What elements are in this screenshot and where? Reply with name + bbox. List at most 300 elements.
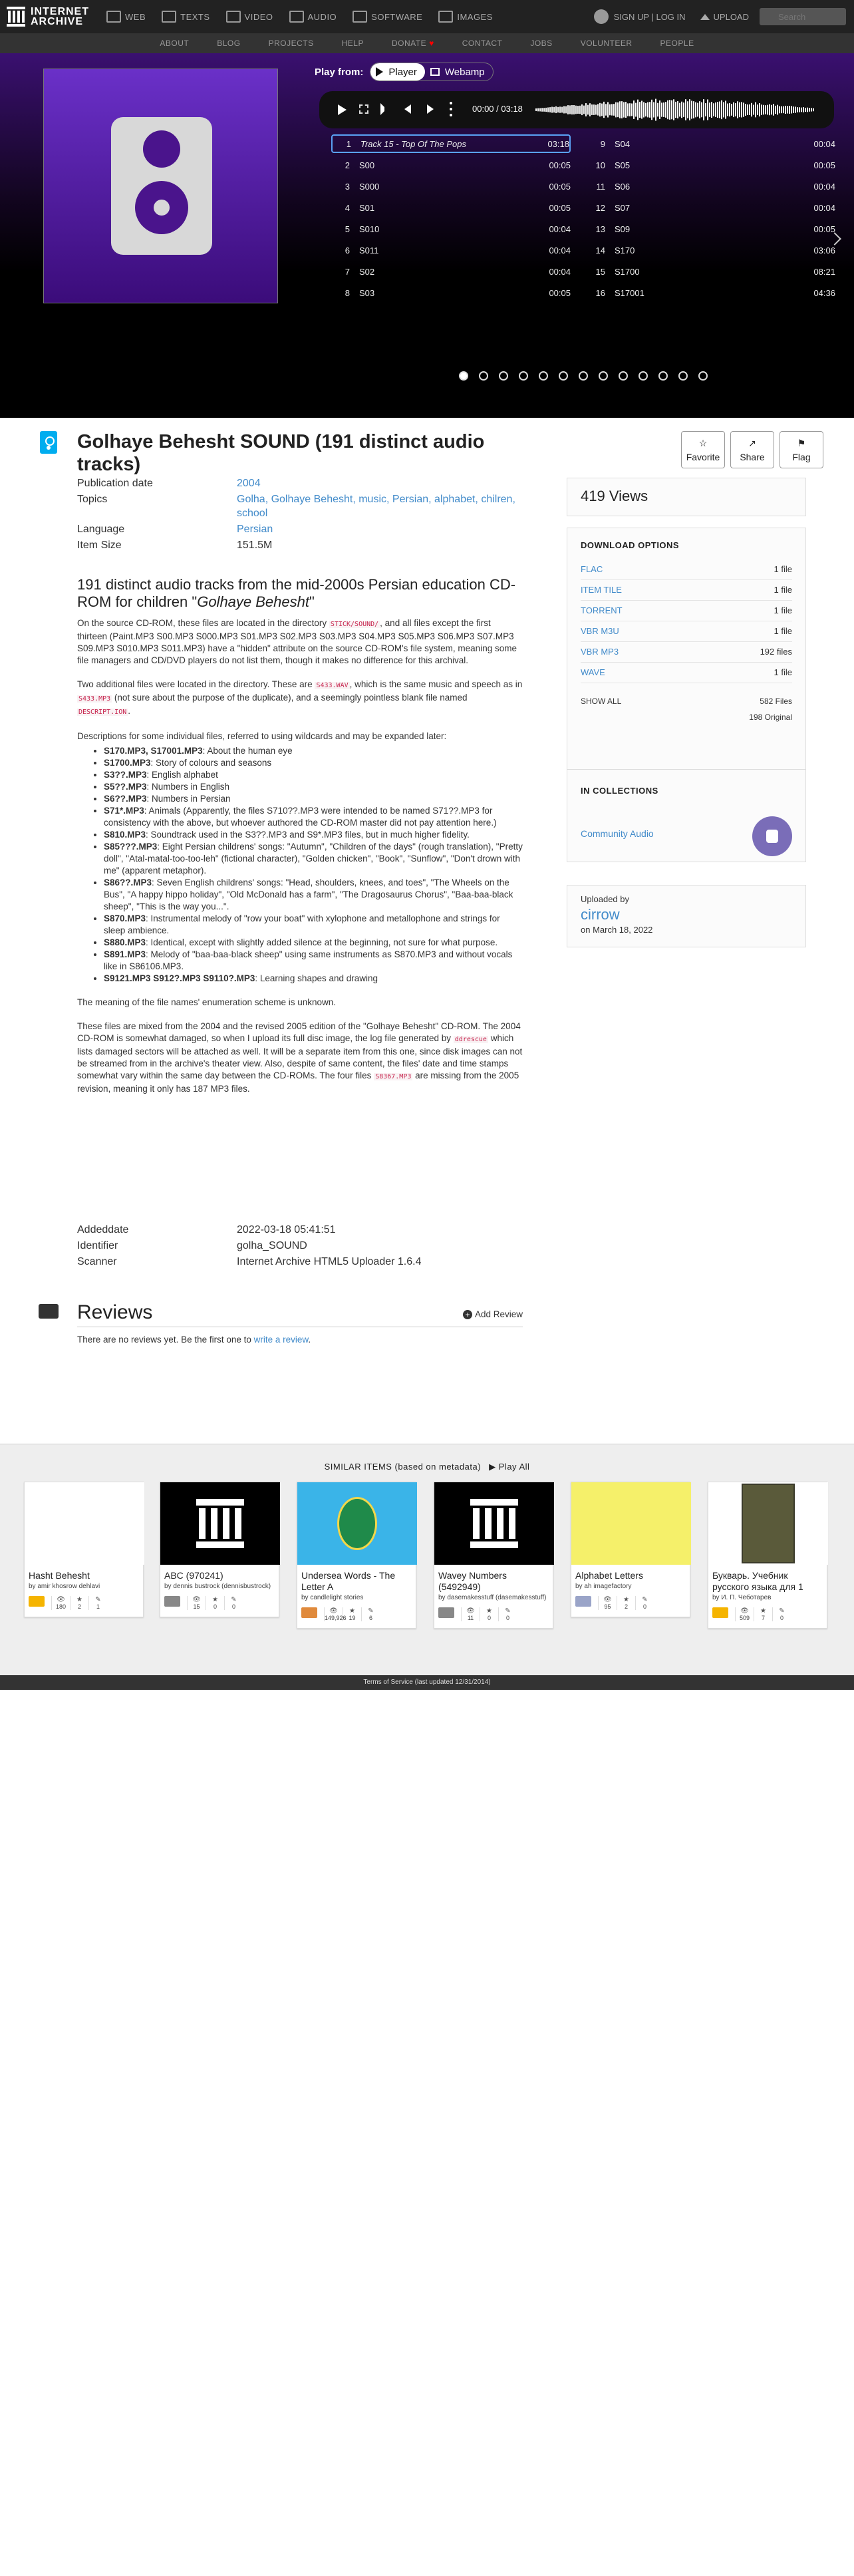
description-paragraph: Descriptions for some individual files, referred to using wildcards and may be expanded later: <box>77 731 447 741</box>
images-icon <box>438 11 453 23</box>
track-title: S01 <box>359 202 375 213</box>
nav-video[interactable] <box>226 11 273 23</box>
card-favs <box>617 1596 635 1610</box>
card-favs-count: 0 <box>487 1615 491 1621</box>
metadata-key: Scanner <box>77 1256 117 1267</box>
download-option <box>581 580 792 601</box>
webamp-icon <box>430 68 440 76</box>
star-icon: ★ <box>212 1596 218 1603</box>
plus-icon: + <box>463 1310 472 1319</box>
track-row[interactable] <box>587 134 835 153</box>
metadata-key: Publication date <box>77 478 153 489</box>
secondary-navigation <box>0 33 854 53</box>
download-file-count: 1 file <box>774 564 792 574</box>
download-file-count: 1 file <box>774 605 792 615</box>
track-number: 12 <box>595 202 605 213</box>
similar-item-card[interactable] <box>708 1482 827 1629</box>
comment-icon: ✎ <box>642 1596 648 1603</box>
card-views-count: 180 <box>55 1603 67 1610</box>
thumbnail-art <box>337 1497 377 1550</box>
similar-item-card[interactable] <box>160 1482 279 1617</box>
list-item: • S6??.MP3: Numbers in Persian <box>104 793 523 805</box>
track-duration: 04:36 <box>813 287 835 298</box>
track-row[interactable] <box>587 283 835 302</box>
download-format-link[interactable]: FLAC <box>581 564 603 574</box>
track-number: 5 <box>345 224 350 234</box>
uploaded-by-label: Uploaded by <box>581 894 629 904</box>
similar-item-card[interactable] <box>24 1482 144 1617</box>
share-button[interactable] <box>730 431 774 468</box>
page-dot[interactable] <box>559 371 568 381</box>
logo-line-1: INTERNET <box>31 6 89 17</box>
metadata-value: 151.5M <box>237 540 273 551</box>
eye-icon: 👁 <box>740 1607 749 1615</box>
show-all-link[interactable]: SHOW ALL <box>581 697 622 706</box>
heading-text-end: " <box>309 593 315 610</box>
download-options <box>567 528 806 807</box>
page-dot[interactable] <box>579 371 588 381</box>
star-icon: ★ <box>623 1596 629 1603</box>
page-dot[interactable] <box>519 371 528 381</box>
play-from-label: Play from: <box>315 66 364 78</box>
page-dot[interactable] <box>678 371 688 381</box>
item-thumbnail <box>25 1482 144 1565</box>
audio-controls <box>319 91 834 128</box>
video-icon <box>226 11 241 23</box>
subnav-help[interactable]: HELP <box>341 39 364 48</box>
no-reviews-text: There are no reviews yet. Be the first one to write a review. <box>77 1335 311 1345</box>
upload-link[interactable] <box>700 12 749 22</box>
share-label: Share <box>740 451 765 462</box>
track-duration: 00:04 <box>813 202 835 213</box>
card-favs <box>480 1607 498 1621</box>
nav-software[interactable] <box>353 11 422 23</box>
track-row[interactable] <box>587 241 835 259</box>
webamp-option-label: Webamp <box>444 66 485 78</box>
track-duration: 08:21 <box>813 266 835 277</box>
track-duration: 00:04 <box>549 266 571 277</box>
card-reviews-count: 0 <box>231 1603 235 1610</box>
track-number: 8 <box>345 287 350 298</box>
metadata-row <box>77 476 529 490</box>
card-reviews <box>224 1596 243 1610</box>
nav-label: AUDIO <box>307 11 337 22</box>
eye-icon: 👁 <box>466 1607 475 1615</box>
track-title: Track 15 - Top Of The Pops <box>360 138 466 149</box>
track-number: 3 <box>345 181 350 192</box>
player-option[interactable] <box>370 63 425 80</box>
download-format-link[interactable]: VBR M3U <box>581 626 619 636</box>
nav-web[interactable] <box>106 11 146 23</box>
metadata-key: Addeddate <box>77 1224 129 1235</box>
metadata-key: Language <box>77 524 125 535</box>
card-title: Wavey Numbers (5492949) <box>438 1570 507 1592</box>
mediatype-icon <box>712 1607 728 1618</box>
item-actions <box>681 431 829 468</box>
play-button[interactable] <box>338 104 347 115</box>
card-reviews-count: 0 <box>642 1603 646 1610</box>
web-icon <box>106 11 121 23</box>
download-file-count: 1 file <box>774 585 792 595</box>
download-file-count: 1 file <box>774 667 792 677</box>
list-item: • S170.MP3, S17001.MP3: About the human eye <box>104 745 523 757</box>
card-creator: by amir khosrow dehlavi <box>29 1583 100 1590</box>
nav-label: IMAGES <box>457 11 493 22</box>
card-title: ABC (970241) <box>164 1570 223 1581</box>
album-cover <box>43 69 278 303</box>
nav-label: VIDEO <box>244 11 273 22</box>
write-review-link[interactable]: write a review <box>253 1335 309 1345</box>
add-review-button[interactable] <box>463 1309 523 1319</box>
card-title: Undersea Words - The Letter A <box>301 1570 396 1592</box>
metadata-row <box>77 492 529 520</box>
subnav-blog[interactable]: BLOG <box>217 39 241 48</box>
track-number: 11 <box>596 181 605 192</box>
metadata-row <box>77 522 529 536</box>
track-duration: 03:06 <box>813 245 835 255</box>
track-row[interactable] <box>331 198 571 217</box>
uploader-link[interactable]: cirrow <box>581 906 620 923</box>
archive-pillar-icon <box>470 1499 518 1548</box>
card-favs-count: 19 <box>349 1615 356 1621</box>
uploader-box <box>567 885 806 947</box>
subnav-about[interactable]: ABOUT <box>160 39 190 48</box>
subnav-donate[interactable]: DONATE ♥ <box>391 39 434 48</box>
track-title: S170 <box>615 245 635 255</box>
card-views <box>598 1596 617 1610</box>
card-stats <box>160 1596 279 1617</box>
track-row[interactable] <box>587 220 835 238</box>
track-title: S02 <box>359 266 375 277</box>
item-thumbnail <box>571 1482 691 1565</box>
player-source-toggle <box>370 63 493 81</box>
download-format-link[interactable]: ITEM TILE <box>581 585 622 595</box>
card-views <box>324 1607 347 1621</box>
list-item: • S891.MP3: Melody of "baa-baa-black sheep" using same instruments as S870.MP3 and without vocals like in S86106.MP3. <box>104 949 523 973</box>
track-duration: 00:05 <box>549 202 571 213</box>
similar-item-card[interactable] <box>571 1482 690 1617</box>
track-number: 1 <box>346 138 351 149</box>
card-stats <box>297 1607 416 1628</box>
track-row[interactable] <box>587 262 835 281</box>
track-number: 15 <box>595 266 605 277</box>
track-duration: 00:05 <box>549 160 571 170</box>
previous-track-button[interactable] <box>404 104 411 114</box>
internet-archive-logo[interactable] <box>7 7 106 27</box>
metadata-key: Topics <box>77 494 108 505</box>
list-item: • S810.MP3: Soundtrack used in the S3??.MP3 and S9*.MP3 files, but in much higher fidelity. <box>104 829 523 841</box>
track-number: 7 <box>345 266 350 277</box>
track-duration: 00:05 <box>549 181 571 192</box>
card-views-count: 149,926 <box>325 1615 347 1621</box>
webamp-option[interactable] <box>425 63 493 80</box>
track-duration: 00:05 <box>813 160 835 170</box>
metadata-key: Identifier <box>77 1240 118 1251</box>
card-creator: by candlelight stories <box>301 1594 364 1601</box>
track-duration: 00:04 <box>549 245 571 255</box>
user-icon[interactable] <box>594 9 609 24</box>
track-duration: 00:04 <box>549 224 571 234</box>
page-dots <box>459 371 718 381</box>
track-row[interactable] <box>331 220 571 238</box>
subnav-contact[interactable]: CONTACT <box>462 39 503 48</box>
description-paragraph: Two additional files were located in the directory. These are S433.WAV , which is the same music and speech as in S433.MP3 (not sure about the purpose of the duplicate), and a seemingly pointless blank file named DESCRIPT.ION . <box>77 679 523 716</box>
item-extra-metadata <box>77 1223 529 1271</box>
list-item: • S5??.MP3: Numbers in English <box>104 781 523 793</box>
page-dot[interactable] <box>658 371 668 381</box>
metadata-value[interactable]: Persian <box>237 524 273 535</box>
track-title: S00 <box>359 160 375 170</box>
heart-icon: ♥ <box>429 39 434 48</box>
card-reviews <box>361 1607 380 1621</box>
card-reviews <box>635 1596 654 1610</box>
star-icon: ☆ <box>698 437 708 448</box>
track-row[interactable] <box>331 283 571 302</box>
audio-item-icon <box>40 431 57 454</box>
metadata-value[interactable]: Golha, Golhaye Behesht, music, Persian, alphabet, chilren, school <box>237 494 515 519</box>
download-option <box>581 663 792 683</box>
list-item: • S71*.MP3: Animals (Apparently, the files S710??.MP3 were intended to be named S71??.MP3 for consistency with the above, but whoever authored the CD-ROM master did not pay attention here.) <box>104 805 523 829</box>
eye-icon: 👁 <box>603 1596 612 1603</box>
search-input[interactable] <box>760 8 846 25</box>
track-duration: 00:04 <box>813 138 835 149</box>
track-title: S17001 <box>615 287 644 298</box>
similar-item-card[interactable] <box>297 1482 416 1629</box>
list-item: • S3??.MP3: English alphabet <box>104 769 523 781</box>
card-favs-count: 7 <box>761 1615 765 1621</box>
download-format-link[interactable]: WAVE <box>581 667 605 677</box>
page-dot[interactable] <box>479 371 488 381</box>
card-views-count: 11 <box>467 1615 474 1621</box>
play-icon <box>376 67 383 77</box>
track-number: 13 <box>595 224 605 234</box>
metadata-value: golha_SOUND <box>237 1240 307 1251</box>
texts-icon <box>162 11 176 23</box>
flag-label: Flag <box>792 451 811 462</box>
page-dot[interactable] <box>539 371 548 381</box>
track-number: 16 <box>595 287 605 298</box>
eye-icon: 👁 <box>57 1596 65 1603</box>
card-stats <box>708 1607 827 1628</box>
card-favs-count: 2 <box>624 1603 628 1610</box>
loop-button[interactable] <box>359 104 368 114</box>
download-option <box>581 560 792 580</box>
card-reviews-count: 6 <box>368 1615 372 1621</box>
card-reviews-count: 0 <box>505 1615 509 1621</box>
item-description <box>77 576 523 1107</box>
audio-icon <box>289 11 304 23</box>
card-creator: by И. П. Чеботарев <box>712 1594 772 1601</box>
item-thumbnail <box>297 1482 417 1565</box>
play-all-button[interactable]: ▶ Play All <box>489 1462 530 1472</box>
comment-icon: ✎ <box>95 1596 101 1603</box>
download-option <box>581 642 792 663</box>
metadata-value: Internet Archive HTML5 Uploader 1.6.4 <box>237 1256 422 1267</box>
reviews-icon <box>39 1304 59 1319</box>
play-from <box>315 63 494 81</box>
card-views <box>735 1607 754 1621</box>
page-dot[interactable] <box>619 371 628 381</box>
metadata-row <box>77 1223 529 1237</box>
nav-label: WEB <box>125 11 146 22</box>
similar-items-title: SIMILAR ITEMS (based on metadata) <box>324 1462 482 1472</box>
track-number: 9 <box>600 138 605 149</box>
card-views <box>187 1596 206 1610</box>
track-row[interactable] <box>331 156 571 174</box>
metadata-value[interactable]: 2004 <box>237 478 261 489</box>
card-creator: by dasemakesstuff (dasemakesstuff) <box>438 1594 547 1601</box>
heading-text: 191 distinct audio tracks from the mid-2000s Persian education CD-ROM for children " <box>77 576 516 610</box>
card-reviews <box>88 1596 107 1610</box>
views-count: 419 Views <box>567 478 806 516</box>
item-thumbnail <box>434 1482 554 1565</box>
description-paragraph: These files are mixed from the 2004 and the revised 2005 edition of the "Golhaye Behesht" CD-ROM. The 2004 CD-ROM is somewhat damaged, so when I upload its full disc image, the log file generated by ddrescue which lists damaged sectors will be attached as well. It will be a separate item from this one, since disk images can not be streamed from in the archive's theater view. Also, despite of same content, the files' date and time stamps somewhat vary within the same day between the CD-ROMs. The four files S8367.MP3 are missing from the 2005 revision, meaning it only has 187 MP3 files. <box>77 1021 523 1094</box>
card-favs <box>70 1596 88 1610</box>
card-views-count: 15 <box>193 1603 200 1610</box>
track-row[interactable] <box>331 134 571 153</box>
eye-icon: 👁 <box>329 1607 338 1615</box>
track-number: 10 <box>595 160 605 170</box>
upload-label: UPLOAD <box>713 11 749 22</box>
software-icon <box>353 11 367 23</box>
signup-login-link[interactable]: SIGN UP | LOG IN <box>613 11 686 22</box>
track-number: 4 <box>345 202 350 213</box>
download-format-link[interactable]: TORRENT <box>581 605 623 615</box>
flag-icon: ⚑ <box>797 437 806 448</box>
footer-terms-link[interactable]: Terms of Service (last updated 12/31/2014) <box>0 1675 854 1690</box>
download-option <box>581 621 792 642</box>
metadata-row <box>77 1239 529 1253</box>
metadata-key: Item Size <box>77 540 122 551</box>
card-creator: by ah imagefactory <box>575 1583 632 1590</box>
nav-audio[interactable] <box>289 11 337 23</box>
page-dot[interactable] <box>499 371 508 381</box>
subnav-volunteer[interactable]: VOLUNTEER <box>580 39 633 48</box>
nav-texts[interactable] <box>162 11 210 23</box>
subnav-people[interactable]: PEOPLE <box>660 39 694 48</box>
track-title: S011 <box>359 245 379 255</box>
media-nav <box>106 11 509 23</box>
comment-icon: ✎ <box>779 1607 785 1615</box>
page-dot[interactable] <box>599 371 608 381</box>
card-reviews-count: 1 <box>96 1603 100 1610</box>
track-row[interactable] <box>331 177 571 196</box>
upload-icon <box>700 14 710 20</box>
track-duration: 03:18 <box>547 138 569 149</box>
thumbnail-art <box>571 1482 691 1565</box>
card-reviews-count: 0 <box>780 1615 783 1621</box>
top-navigation <box>0 0 854 33</box>
list-item: • S86??.MP3: Seven English childrens' songs: "Head, shoulders, knees, and toes", "The Wheels on the Bus", "A happy hippo holiday", "Old McDonald has a farm", "The Dragosaurus Chorus", "Baa-baa-black sheep", "This is the way you...". <box>104 877 523 913</box>
track-title: S06 <box>615 181 631 192</box>
page-dot[interactable] <box>459 371 468 381</box>
subnav-jobs[interactable]: JOBS <box>530 39 553 48</box>
track-number: 2 <box>345 160 350 170</box>
card-favs-count: 0 <box>213 1603 217 1610</box>
track-title: S05 <box>615 160 631 170</box>
share-icon: ↗ <box>748 437 756 448</box>
collections-box <box>567 769 806 862</box>
download-file-count: 192 files <box>760 647 792 657</box>
collection-thumbnail[interactable] <box>752 816 792 856</box>
list-item: • S9121.MP3 S912?.MP3 S9110?.MP3: Learning shapes and drawing <box>104 973 523 985</box>
similar-item-card[interactable] <box>434 1482 553 1629</box>
nav-images[interactable] <box>438 11 493 23</box>
card-stats <box>25 1596 143 1617</box>
flag-button[interactable] <box>780 431 823 468</box>
track-number: 6 <box>345 245 350 255</box>
item-metadata <box>77 476 529 554</box>
download-format-link[interactable]: VBR MP3 <box>581 647 619 657</box>
list-item: • S880.MP3: Identical, except with slightly added silence at the beginning, not sure for what purpose. <box>104 937 523 949</box>
theater-player <box>0 53 854 418</box>
comment-icon: ✎ <box>368 1607 374 1615</box>
track-title: S09 <box>615 224 631 234</box>
favorite-button[interactable] <box>681 431 725 468</box>
track-row[interactable] <box>331 241 571 259</box>
card-favs <box>754 1607 772 1621</box>
more-options-icon[interactable] <box>450 102 452 116</box>
list-item: • S870.MP3: Instrumental melody of "row your boat" with xylophone and metallophone and strings for sleep ambience. <box>104 913 523 937</box>
all-files-count: 582 Files <box>760 697 792 706</box>
card-views <box>51 1596 70 1610</box>
next-track-button[interactable] <box>427 104 434 114</box>
card-favs <box>206 1596 224 1610</box>
item-thumbnail <box>708 1482 828 1565</box>
collections-title: IN COLLECTIONS <box>581 786 658 796</box>
item-thumbnail <box>160 1482 280 1565</box>
comment-icon: ✎ <box>505 1607 511 1615</box>
card-favs-count: 2 <box>77 1603 81 1610</box>
page-dot[interactable] <box>639 371 648 381</box>
star-icon: ★ <box>760 1607 766 1615</box>
player-option-label: Player <box>388 66 417 78</box>
archive-logo-icon <box>7 7 25 27</box>
metadata-row <box>77 538 529 552</box>
track-duration: 00:05 <box>549 287 571 298</box>
metadata-row <box>77 1255 529 1269</box>
page-dot[interactable] <box>698 371 708 381</box>
description-heading <box>77 576 523 611</box>
list-item: • S1700.MP3: Story of colours and seasons <box>104 757 523 769</box>
track-row[interactable] <box>587 177 835 196</box>
metadata-value: 2022-03-18 05:41:51 <box>237 1224 336 1235</box>
list-item: • S85???.MP3: Eight Persian childrens' songs: "Autumn", "Children of the days" (rough translation), "Pretty doll", "Atal-matal-too-too-leh" (fictional character), "Golden chicken", "Book", "Sunflow", "Don't drown with me" (apparent metaphor). <box>104 841 523 877</box>
collection-link[interactable]: Community Audio <box>581 828 654 839</box>
track-row[interactable] <box>331 262 571 281</box>
track-row[interactable] <box>587 156 835 174</box>
card-favs <box>343 1607 361 1621</box>
waveform-seekbar[interactable] <box>535 96 815 123</box>
track-title: S07 <box>615 202 631 213</box>
reviews-title: Reviews <box>77 1301 153 1323</box>
track-title: S1700 <box>615 266 640 277</box>
description-paragraph: The meaning of the file names' enumeration scheme is unknown. <box>77 997 337 1007</box>
card-reviews <box>772 1607 791 1621</box>
track-title: S010 <box>359 224 380 234</box>
volume-icon[interactable] <box>380 103 392 115</box>
file-description-list <box>104 745 523 985</box>
star-icon: ★ <box>486 1607 492 1615</box>
card-views <box>461 1607 480 1621</box>
track-row[interactable] <box>587 198 835 217</box>
original-files-count: 198 Original <box>749 713 792 722</box>
nav-label: TEXTS <box>180 11 210 22</box>
subnav-projects[interactable]: PROJECTS <box>268 39 314 48</box>
track-duration: 00:05 <box>813 224 835 234</box>
card-creator: by dennis bustrock (dennisbustrock) <box>164 1583 271 1590</box>
track-number: 14 <box>595 245 605 255</box>
